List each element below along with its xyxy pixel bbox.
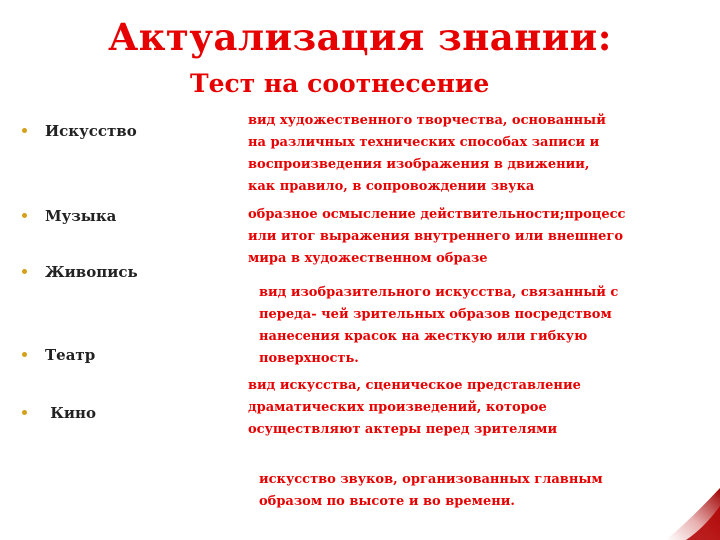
term-label: Живопись [45, 263, 138, 281]
definition-line: искусство звуков, организованных главным [259, 472, 603, 487]
term-label: Музыка [45, 207, 117, 225]
definition-line: образом по высоте и во времени. [259, 494, 515, 509]
term-label: Кино [45, 404, 96, 422]
term-item [22, 205, 116, 227]
term-label: Театр [45, 346, 96, 364]
definition-line: или итог выражения внутреннего или внешнего [248, 229, 624, 244]
bullet-icon [22, 269, 27, 274]
term-item [22, 344, 95, 366]
definition-line: вид художественного творчества, основанный [248, 113, 606, 128]
definition-line: на различных технических способах записи и [248, 135, 600, 150]
definition-line: переда- чей зрительных образов посредством [259, 307, 612, 322]
definition-line: драматических произведений, которое [248, 400, 547, 415]
term-item [22, 261, 138, 283]
definition-line: воспроизведения изображения в движении, [248, 157, 590, 172]
corner-decoration [660, 480, 720, 540]
definition-line: вид искусства, сценическое представление [248, 378, 581, 393]
definition-line: осуществляют актеры перед зрителями [248, 422, 558, 437]
definition-block [248, 375, 581, 441]
definition-line: вид изобразительного искусства, связанный с [259, 285, 619, 300]
bullet-icon [22, 128, 27, 133]
bullet-icon [22, 213, 27, 218]
bullet-icon [22, 410, 27, 415]
slide-subtitle: Тест на соотнесение [190, 69, 490, 98]
definition-line: поверхность. [259, 351, 359, 366]
term-item [22, 402, 96, 424]
definition-block [259, 282, 618, 370]
definition-line: мира в художественном образе [248, 251, 488, 266]
definition-line: образное осмысление действительности;процесс [248, 207, 626, 222]
definition-block [259, 469, 603, 513]
definition-line: нанесения красок на жесткую или гибкую [259, 329, 588, 344]
term-label: Искусство [45, 122, 137, 140]
definition-block [248, 110, 606, 198]
term-item [22, 120, 137, 142]
definition-line: как правило, в сопровождении звука [248, 179, 535, 194]
definition-block [248, 204, 625, 270]
slide-title: Актуализация знании: [108, 15, 612, 59]
corner-swoosh-icon [660, 480, 720, 540]
bullet-icon [22, 352, 27, 357]
